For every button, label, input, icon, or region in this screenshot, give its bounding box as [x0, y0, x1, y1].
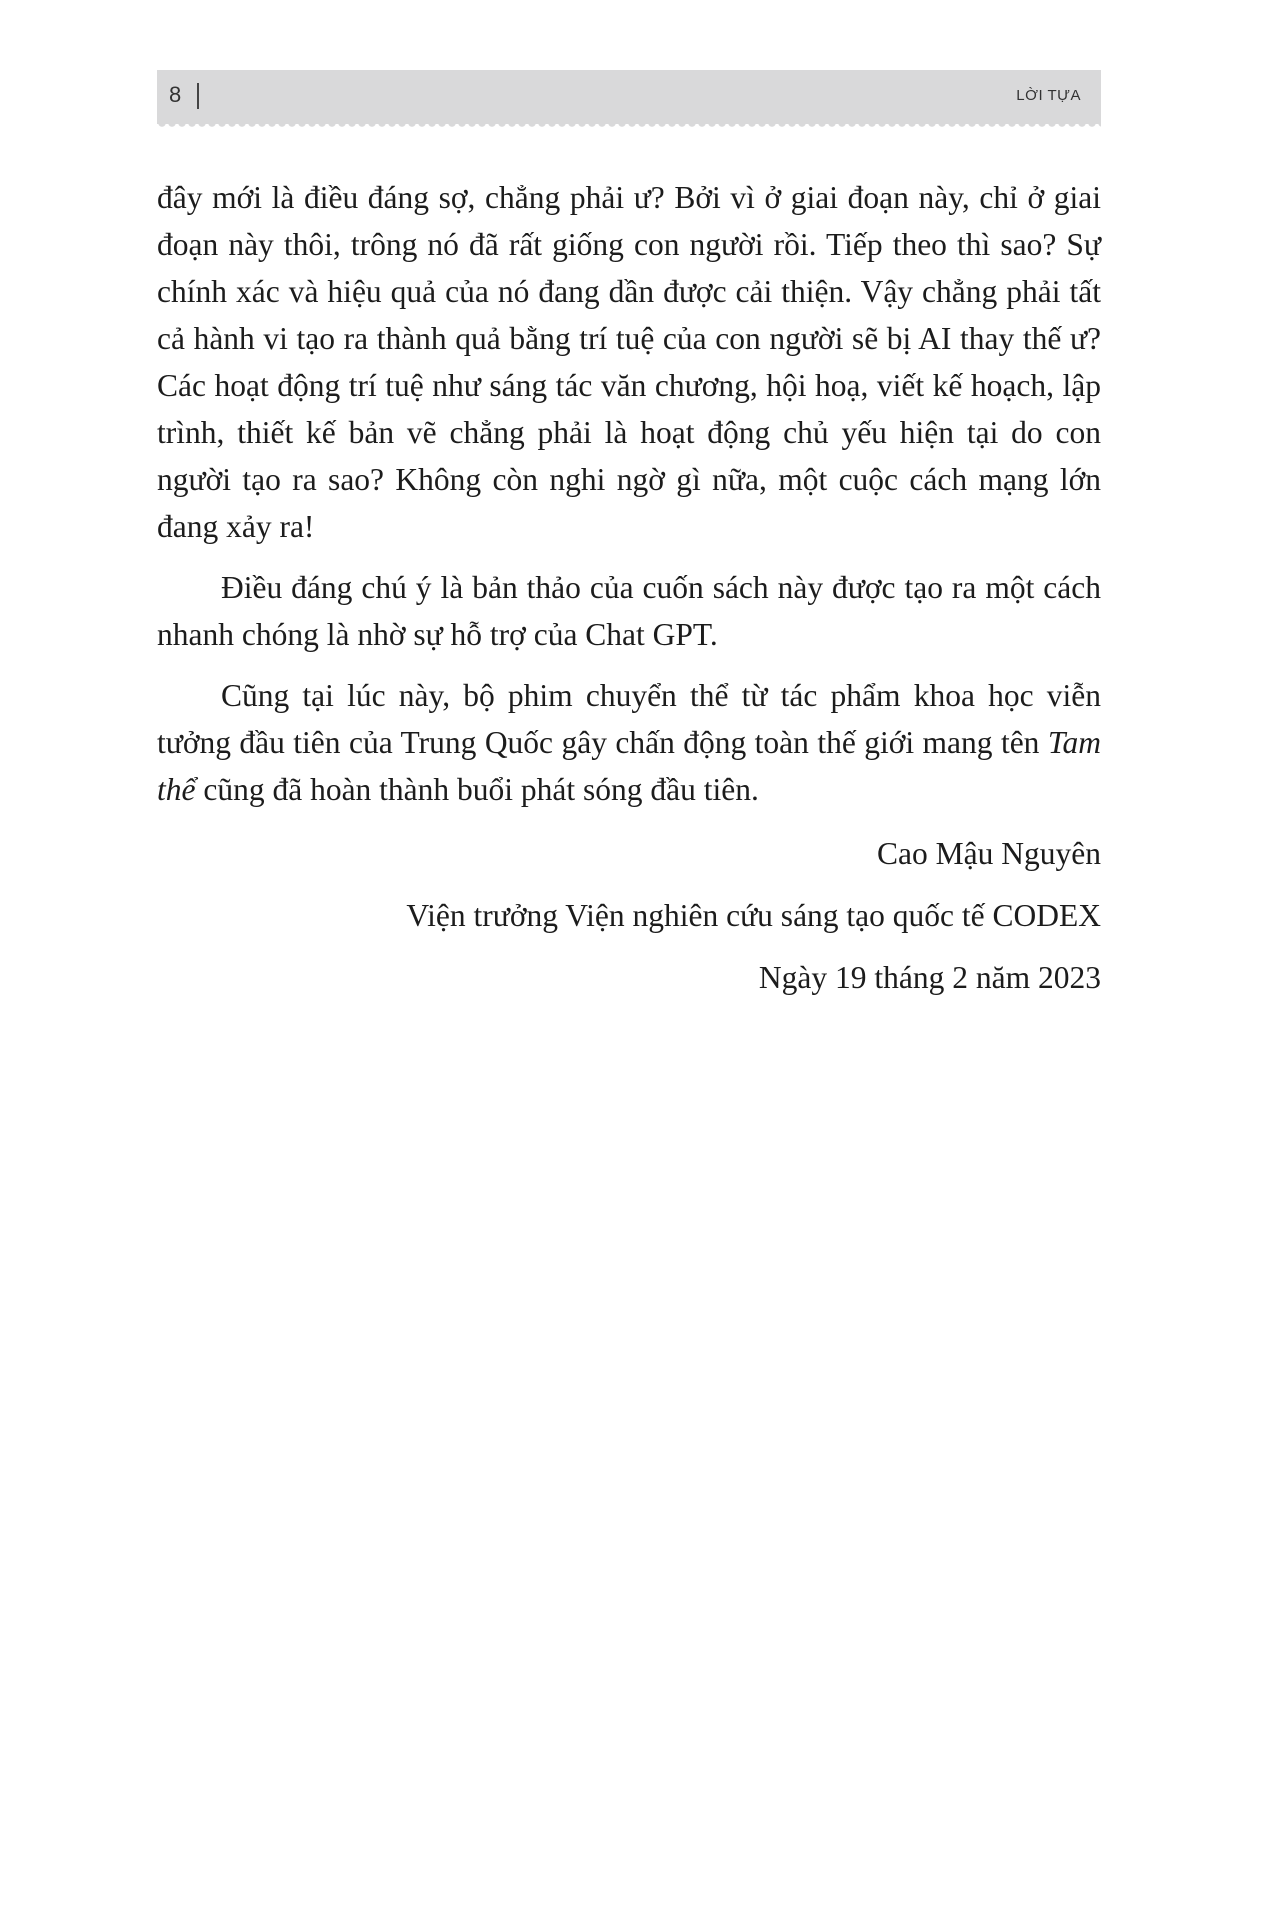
chapter-title: LỜI TỰA	[1016, 87, 1081, 104]
paragraph-3-text-end: cũng đã hoàn thành buổi phát sóng đầu tiên.	[195, 772, 759, 807]
paragraph-2: Điều đáng chú ý là bản thảo của cuốn sách này được tạo ra một cách nhanh chóng là nhờ sự hỗ trợ của Chat GPT.	[157, 570, 1101, 652]
signature-block	[157, 830, 1101, 1016]
signature-date: Ngày 19 tháng 2 năm 2023	[758, 960, 1101, 995]
page-number: 8	[169, 82, 182, 107]
book-title-italic: Tam thể	[157, 725, 1101, 807]
running-header	[157, 70, 1101, 124]
paragraph-3-text-start: Cũng tại lúc này, bộ phim chuyển thể từ tác phẩm khoa học viễn tưởng đầu tiên của Trung Quốc gây chấn động toàn thế giới mang tên	[157, 678, 1101, 760]
body-text	[157, 174, 1101, 827]
paragraph-3	[157, 672, 1101, 813]
author-name: Cao Mậu Nguyên	[877, 836, 1101, 871]
paragraph-1: đây mới là điều đáng sợ, chẳng phải ư? Bởi vì ở giai đoạn này, chỉ ở giai đoạn này thôi, trông nó đã rất giống con người rồi. Tiếp theo thì sao? Sự chính xác và hiệu quả của nó đang dần được cải thiện. Vậy chẳng phải tất cả hành vi tạo ra thành quả bằng trí tuệ của con người sẽ bị AI thay thế ư? Các hoạt động trí tuệ như sáng tác văn chương, hội hoạ, viết kế hoạch, lập trình, thiết kế bản vẽ chẳng phải là hoạt động chủ yếu hiện tại do con người tạo ra sao? Không còn nghi ngờ gì nữa, một cuộc cách mạng lớn đang xảy ra!	[157, 180, 1101, 544]
header-divider	[197, 83, 199, 109]
author-position: Viện trưởng Viện nghiên cứu sáng tạo quốc tế CODEX	[406, 898, 1101, 933]
